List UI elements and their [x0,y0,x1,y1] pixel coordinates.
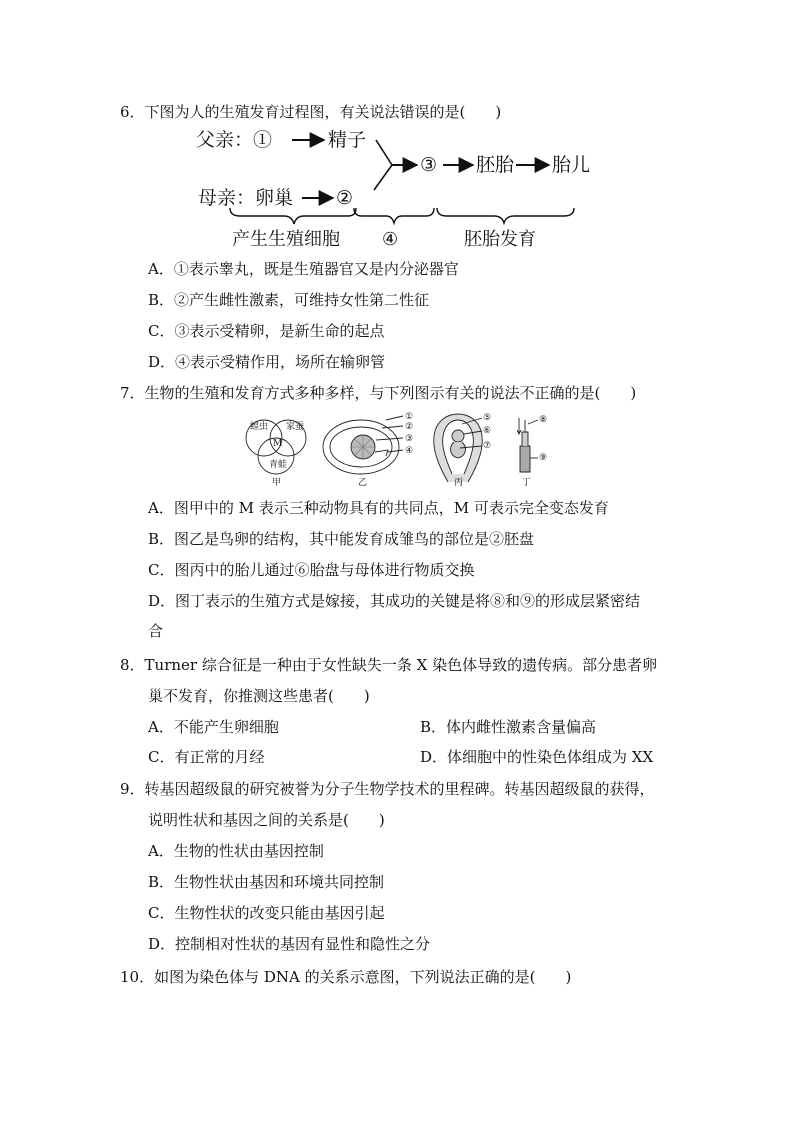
venn-locust: 蝗虫 [250,422,269,432]
fetus-label: 胎儿 [552,154,591,176]
brace-4 [354,208,434,223]
caption-ding: 丁 [522,478,532,488]
egg-label-2: ② [405,422,414,432]
father-label: 父亲：① [196,129,273,151]
q6-reproduction-diagram [196,120,616,260]
q6-stem: 6．下图为人的生殖发育过程图，有关说法错误的是( ) [120,103,502,121]
egg-label: ② [336,187,354,209]
egg-label-3: ③ [405,434,414,444]
zygote-label: ③ [420,154,438,176]
q6-option-b[interactable]: B．②产生雌性激素，可维持女性第二性征 [148,291,430,309]
q9-option-a[interactable]: A．生物的性状由基因控制 [148,842,324,860]
uterus-fetus-drawing [434,414,483,482]
q9-stem-line1: 9．转基因超级鼠的研究被誉为分子生物学技术的里程碑。转基因超级鼠的获得， [120,780,655,798]
q10-stem: 10．如图为染色体与 DNA 的关系示意图，下列说法正确的是( ) [120,968,572,986]
bird-egg-drawing [323,416,403,474]
egg-label-1: ① [405,412,414,422]
q7-option-d-continued: 合 [148,622,164,640]
q6-option-d[interactable]: D．④表示受精作用，场所在输卵管 [148,353,386,371]
merge-line-bottom [374,165,392,190]
q8-stem-line1: 8．Turner 综合征是一种由于女性缺失一条 X 染色体导致的遗传病。部分患者卵 [120,656,658,674]
brace-produce-cells [230,208,356,224]
label-4: ④ [382,229,399,250]
q8-option-c[interactable]: C．有正常的月经 [148,748,265,766]
q8-option-a[interactable]: A．不能产生卵细胞 [148,718,279,736]
caption-yi: 乙 [358,478,368,488]
q9-stem-line2: 说明性状和基因之间的关系是( ) [148,811,385,829]
grafting-drawing [517,418,538,472]
q7-figures [236,412,566,490]
brace-embryo-development [437,208,574,223]
q7-option-a[interactable]: A．图甲中的 M 表示三种动物具有的共同点，M 可表示完全变态发育 [148,499,609,517]
venn-frog: 青蛙 [269,460,288,470]
uterus-label-5: ⑤ [483,413,492,423]
uterus-label-7: ⑦ [483,441,492,451]
embryo-label: 胚胎 [476,154,515,176]
q7-option-d[interactable]: D．图丁表示的生殖方式是嫁接，其成功的关键是将⑧和⑨的形成层紧密结 [148,592,641,610]
sperm-label: 精子 [328,129,367,151]
diagram-arrows [196,120,616,260]
q9-option-b[interactable]: B．生物性状由基因和环境共同控制 [148,873,385,891]
q6-option-c[interactable]: C．③表示受精卵，是新生命的起点 [148,322,385,340]
egg-label-4: ④ [405,446,414,456]
label-produce-cells: 产生生殖细胞 [232,229,340,250]
merge-line-top [376,140,392,165]
venn-silkworm: 家蚕 [286,422,305,432]
q6-option-a[interactable]: A．①表示睾丸，既是生殖器官又是内分泌器官 [148,260,459,278]
q9-option-d[interactable]: D．控制相对性状的基因有显性和隐性之分 [148,935,431,953]
caption-bing: 丙 [454,478,464,488]
mother-label: 母亲：卵巢 [198,187,294,209]
graft-label-9: ⑨ [539,453,548,463]
uterus-label-6: ⑥ [483,426,492,436]
q9-option-c[interactable]: C．生物性状的改变只能由基因引起 [148,904,385,922]
graft-label-8: ⑧ [539,415,548,425]
q7-option-c[interactable]: C．图丙中的胎儿通过⑥胎盘与母体进行物质交换 [148,561,475,579]
q7-option-b[interactable]: B．图乙是鸟卵的结构，其中能发育成雏鸟的部位是②胚盘 [148,530,535,548]
label-embryo-development: 胚胎发育 [464,229,536,250]
q8-stem-line2: 巢不发育，你推测这些患者( ) [148,687,370,705]
caption-jia: 甲 [272,478,282,488]
q8-option-d[interactable]: D．体细胞中的性染色体组成为 XX [420,748,654,766]
venn-center-m: M [273,439,283,449]
q8-option-b[interactable]: B．体内雌性激素含量偏高 [420,718,597,736]
q7-stem: 7．生物的生殖和发育方式多种多样，与下列图示有关的说法不正确的是( ) [120,384,637,402]
